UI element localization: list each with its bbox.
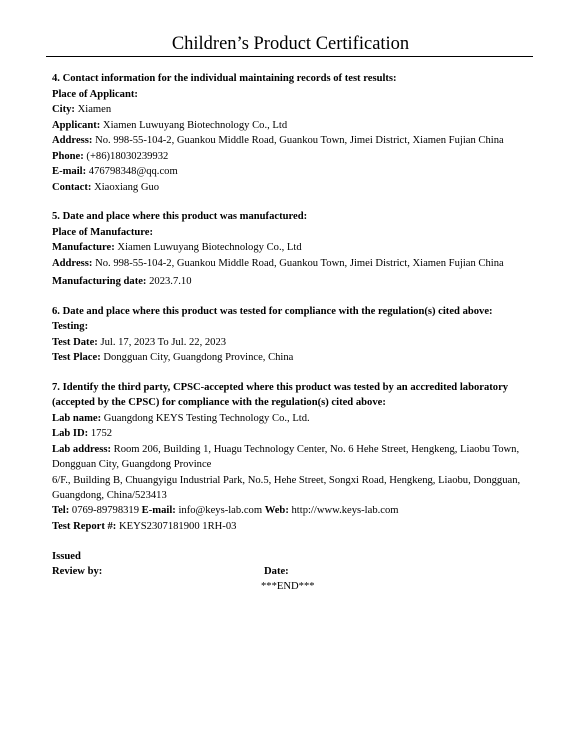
alt-address-line2: Guangdong, China/523413: [52, 490, 167, 501]
tel-email-web-line: [52, 504, 399, 517]
place-of-manufacture-label: Place of Manufacture:: [52, 227, 154, 238]
end-marker: ***END***: [261, 581, 315, 592]
test-place-label: Test Place:: [52, 352, 101, 363]
lab-id-label: Lab ID:: [52, 428, 89, 439]
manufacturing-date-line: [52, 275, 192, 288]
issued-label: Issued: [52, 551, 81, 562]
tel-label: Tel:: [52, 505, 70, 516]
document-title: Children’s Product Certification: [171, 34, 410, 54]
manufacturing-date-label: Manufacturing date:: [52, 276, 147, 287]
lab-address-label: Lab address:: [52, 444, 111, 455]
test-place-line: [52, 351, 293, 364]
address-label: Address:: [52, 135, 93, 146]
lab-address-line2: Dongguan City, Guangdong Province: [52, 459, 212, 470]
section7-heading-line2: (accepted by the CPSC) for compliance with the regulation(s) cited above:: [52, 397, 386, 408]
lab-name-label: Lab name:: [52, 413, 102, 424]
test-place-value: Dongguan City, Guangdong Province, China: [100, 352, 294, 363]
test-date-line: [52, 336, 226, 349]
applicant-line: [52, 119, 287, 132]
lab-address-line: [52, 443, 519, 456]
date-label: Date:: [264, 566, 289, 577]
manufacturing-date-value: 2023.7.10: [146, 276, 192, 287]
manufacture-address-line: [52, 257, 504, 270]
email-value: 476798348@qq.com: [86, 166, 178, 177]
contact-value: Xiaoxiang Guo: [91, 182, 160, 193]
lab-name-value: Guangdong KEYS Testing Technology Co., Ltd.: [101, 413, 310, 424]
email-line: [52, 165, 178, 178]
phone-line: [52, 150, 168, 163]
applicant-address-line: [52, 134, 504, 147]
phone-label: Phone:: [52, 151, 84, 162]
web-label: Web:: [264, 505, 289, 516]
test-report-label: Test Report #:: [52, 521, 117, 532]
lab-id-value: 1752: [88, 428, 113, 439]
manufacture-label: Manufacture:: [52, 242, 115, 253]
manufacture-value: Xiamen Luwuyang Biotechnology Co., Ltd: [114, 242, 302, 253]
section6-heading: 6. Date and place where this product was tested for compliance with the regulation(s) cited above:: [52, 306, 493, 317]
title-underline: [46, 56, 533, 57]
address-value: No. 998-55-104-2, Guankou Middle Road, Guankou Town, Jimei District, Xiamen Fujian China: [92, 258, 504, 269]
city-line: [52, 103, 111, 116]
web-value: http://www.keys-lab.com: [288, 505, 399, 516]
section7-heading-line1: 7. Identify the third party, CPSC-accepted where this product was tested by an accredited laboratory: [52, 382, 509, 393]
address-value: No. 998-55-104-2, Guankou Middle Road, Guankou Town, Jimei District, Xiamen Fujian China: [92, 135, 504, 146]
manufacture-line: [52, 241, 302, 254]
tel-value: 0769-89798319: [69, 505, 142, 516]
applicant-value: Xiamen Luwuyang Biotechnology Co., Ltd: [100, 120, 288, 131]
address-label: Address:: [52, 258, 93, 269]
test-report-line: [52, 520, 236, 533]
test-date-value: Jul. 17, 2023 To Jul. 22, 2023: [97, 337, 227, 348]
city-value: Xiamen: [74, 104, 112, 115]
alt-address-line1: 6/F., Building B, Chuangyigu Industrial Park, No.5, Hehe Street, Songxi Road, Hengkeng, Liaobu, Dongguan,: [52, 475, 521, 486]
lab-id-line: [52, 427, 112, 440]
test-report-value: KEYS2307181900 1RH-03: [116, 521, 237, 532]
city-label: City:: [52, 104, 75, 115]
lab-address-value: Room 206, Building 1, Huagu Technology Center, No. 6 Hehe Street, Hengkeng, Liaobu Town,: [110, 444, 520, 455]
section4-heading: 4. Contact information for the individual maintaining records of test results:: [52, 73, 397, 84]
email-label: E-mail:: [52, 166, 87, 177]
phone-value: (+86)18030239932: [83, 151, 169, 162]
email-label: E-mail:: [141, 505, 176, 516]
testing-label: Testing:: [52, 321, 89, 332]
contact-label: Contact:: [52, 182, 92, 193]
contact-line: [52, 181, 159, 194]
lab-name-line: [52, 412, 310, 425]
applicant-label: Applicant:: [52, 120, 101, 131]
review-by-label: Review by:: [52, 566, 103, 577]
email-value: info@keys-lab.com: [175, 505, 265, 516]
section5-heading: 5. Date and place where this product was manufactured:: [52, 211, 308, 222]
test-date-label: Test Date:: [52, 337, 98, 348]
place-of-applicant-label: Place of Applicant:: [52, 89, 138, 100]
